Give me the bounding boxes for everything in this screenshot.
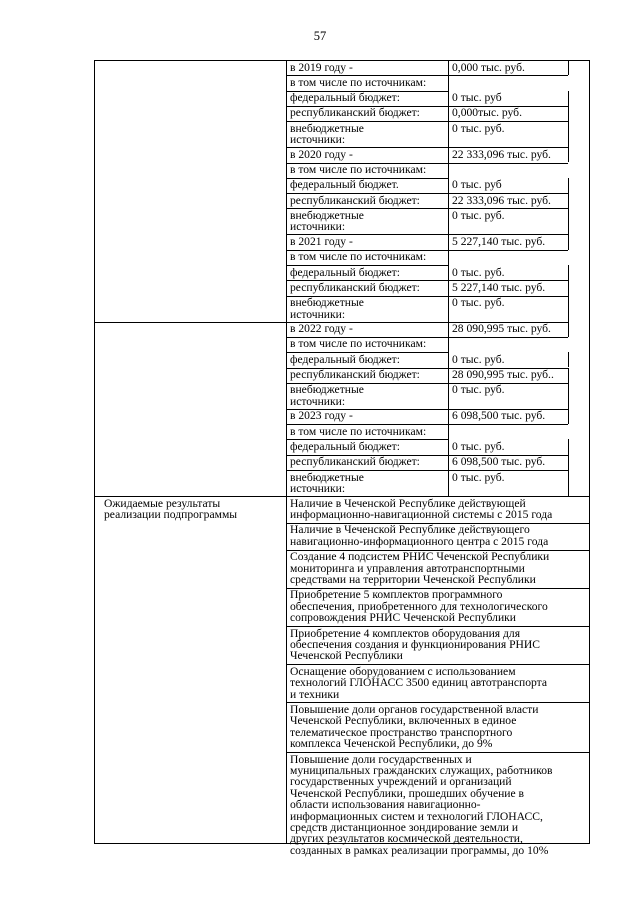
finance-label: республиканский бюджет: xyxy=(290,193,420,207)
result-item: Приобретение 5 комплектов программного обеспечения, приобретенного для технологического сопровождения РНИС Чеченской Республики xyxy=(290,588,548,625)
finance-value: 6 098,500 тыс. руб. xyxy=(452,455,546,469)
finance-value-border xyxy=(568,121,569,147)
finance-value-border xyxy=(568,193,569,208)
finance-value: 0 тыс. руб xyxy=(452,91,502,105)
group-separator xyxy=(94,322,286,323)
finance-value: 5 227,140 тыс. руб. xyxy=(452,234,546,248)
finance-label: федеральный бюджет: xyxy=(290,352,400,366)
finance-value: 0 тыс. руб. xyxy=(452,439,505,453)
finance-label: внебюджетные источники: xyxy=(290,121,364,147)
result-item: Повышение доли органов государственной власти Чеченской Республики, включенных в единое телематическое пространство транспортного комплекса Чеченской Республики, до 9% xyxy=(290,702,539,751)
finance-value-line xyxy=(448,250,568,251)
finance-label: федеральный бюджет. xyxy=(290,178,399,192)
result-item: Наличие в Чеченской Республике действующей информационно-навигационной системы с 2015 года xyxy=(290,496,553,521)
result-item: Создание 4 подсистем РНИС Чеченской Республики мониторинга и управления автотранспортными средствами на территории Чеченской Республики xyxy=(290,550,550,586)
finance-value-border xyxy=(568,455,569,470)
finance-label: федеральный бюджет: xyxy=(290,439,400,453)
finance-label: внебюджетные источники: xyxy=(290,470,364,495)
finance-value: 0 тыс. руб. xyxy=(452,470,505,484)
finance-label: в 2019 году - xyxy=(290,60,353,74)
finance-value: 5 227,140 тыс. руб. xyxy=(452,280,546,294)
finance-value-line xyxy=(448,75,568,76)
finance-value: 0 тыс. руб xyxy=(452,178,502,192)
finance-value-border xyxy=(568,234,569,249)
finance-value: 22 333,096 тыс. руб. xyxy=(452,193,551,207)
finance-label: в том числе по источникам: xyxy=(290,75,427,89)
page-number: 57 xyxy=(313,29,327,43)
finance-label: внебюджетные источники: xyxy=(290,208,364,234)
finance-value-border xyxy=(568,147,569,162)
finance-value: 0 тыс. руб. xyxy=(452,352,505,366)
finance-label: внебюджетные источники: xyxy=(290,296,364,321)
results-heading: Ожидаемые результаты реализации подпрограммы xyxy=(104,496,238,521)
finance-value: 0 тыс. руб. xyxy=(452,383,505,397)
finance-label: в том числе по источникам: xyxy=(290,337,427,351)
finance-label: в том числе по источникам: xyxy=(290,250,427,264)
finance-value-border xyxy=(568,208,569,234)
result-item: Приобретение 4 комплектов оборудования для обеспечения создания и функционирования РНИС Чеченской Республики xyxy=(290,626,541,663)
result-item: Наличие в Чеченской Республике действующего навигационно-информационного центра с 2015 года xyxy=(290,523,549,548)
finance-value: 28 090,995 тыс. руб.. xyxy=(452,368,554,381)
finance-label: федеральный бюджет: xyxy=(290,91,400,105)
finance-value-line xyxy=(448,163,568,164)
finance-value: 0,000тыс. руб. xyxy=(452,106,522,120)
finance-label: в том числе по источникам: xyxy=(290,424,427,438)
finance-value: 0 тыс. руб. xyxy=(452,208,505,222)
finance-value: 0 тыс. руб. xyxy=(452,296,505,310)
finance-value-border xyxy=(568,470,569,496)
finance-label: в 2020 году - xyxy=(290,147,353,161)
finance-label: федеральный бюджет: xyxy=(290,265,400,279)
finance-value-border xyxy=(568,106,569,121)
finance-label: в том числе по источникам: xyxy=(290,163,427,176)
finance-value-border xyxy=(568,383,569,409)
finance-label: внебюджетные источники: xyxy=(290,383,364,408)
finance-label: республиканский бюджет: xyxy=(290,280,420,294)
result-item: Повышение доли государственных и муниципальных гражданских служащих, работников государственных учреждений и организаций Чеченской Республики, прошедших обучение в области использования навигационно- информационных систем и технологий ГЛОНАСС, средств дистанционное зондирование земли и других результатов космической деятельности, созданных в рамках реализации программы, до 10% xyxy=(290,752,553,857)
finance-label: в 2021 году - xyxy=(290,234,353,248)
finance-label: республиканский бюджет: xyxy=(290,455,420,469)
finance-value-border xyxy=(568,352,569,367)
finance-value: 0 тыс. руб. xyxy=(452,121,505,135)
finance-value: 22 333,096 тыс. руб. xyxy=(452,147,551,161)
finance-value-border xyxy=(568,322,569,337)
finance-value: 6 098,500 тыс. руб. xyxy=(452,409,546,423)
result-item: Оснащение оборудованием с использованием технологий ГЛОНАСС 3500 единиц автотранспорта и техники xyxy=(290,664,548,701)
finance-value: 0 тыс. руб. xyxy=(452,265,505,279)
finance-value-border xyxy=(568,60,569,75)
finance-value: 28 090,995 тыс. руб. xyxy=(452,322,551,336)
finance-value-border xyxy=(568,178,569,193)
finance-value-border xyxy=(568,91,569,106)
finance-value-border xyxy=(568,409,569,424)
finance-value: 0,000 тыс. руб. xyxy=(452,60,525,74)
label-value-divider xyxy=(448,60,449,496)
finance-label: в 2023 году - xyxy=(290,409,353,423)
finance-value-border xyxy=(568,368,569,383)
finance-value-line xyxy=(448,424,568,425)
finance-label: в 2022 году - xyxy=(290,322,353,336)
finance-value-border xyxy=(568,265,569,280)
finance-value-line xyxy=(448,337,568,338)
finance-value-border xyxy=(568,296,569,322)
finance-value-border xyxy=(568,439,569,454)
finance-value-border xyxy=(568,280,569,295)
finance-label: республиканский бюджет: xyxy=(290,368,420,381)
finance-label: республиканский бюджет: xyxy=(290,106,420,120)
